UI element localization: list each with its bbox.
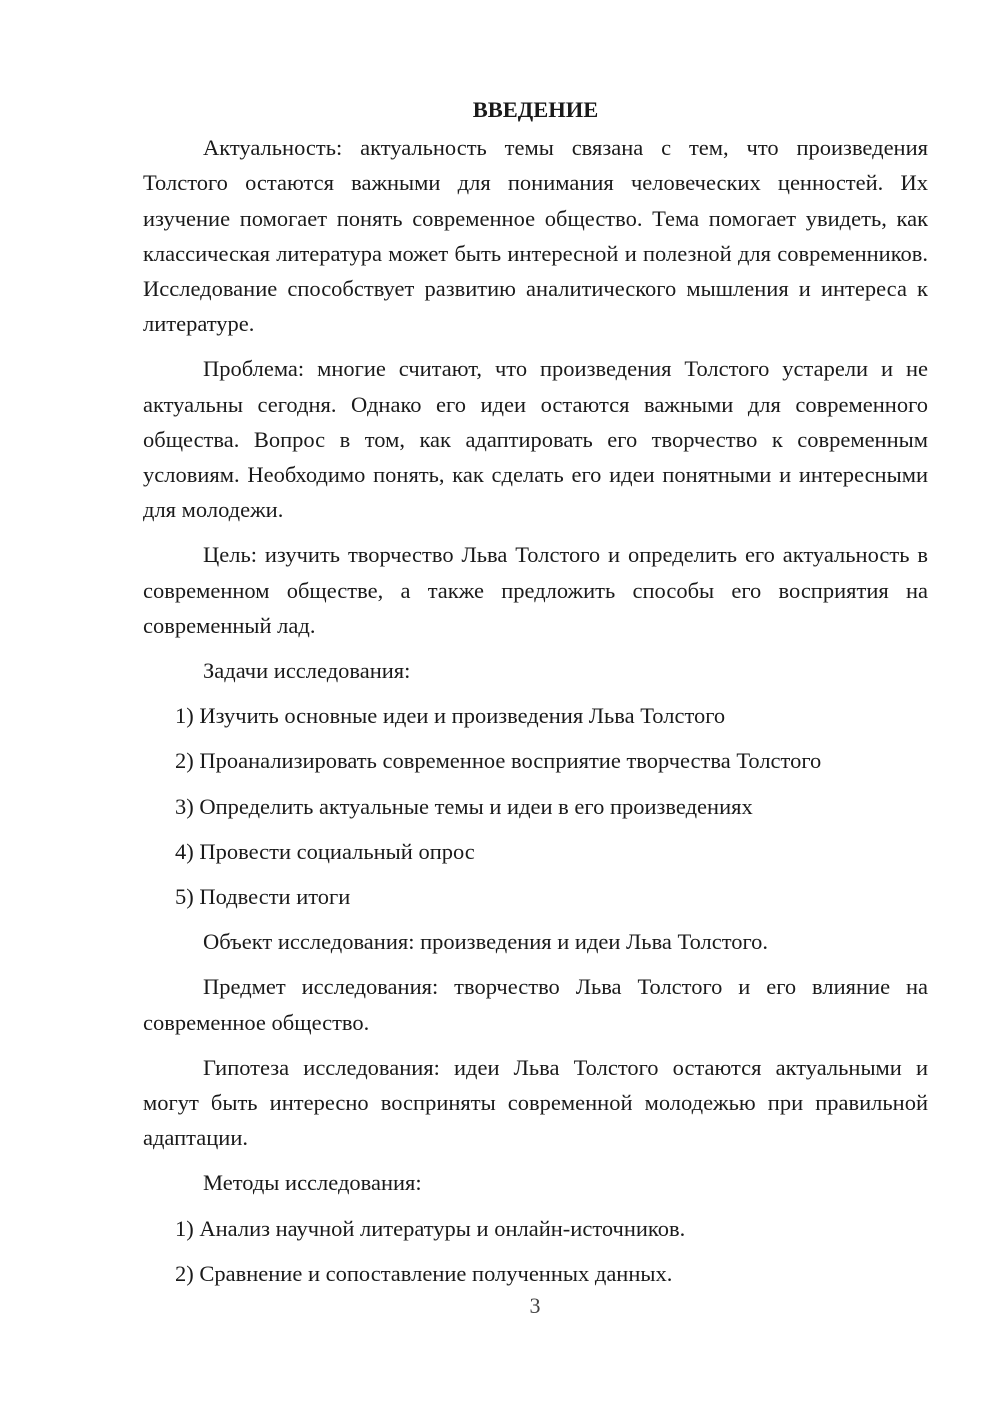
list-item: 4) Провести социальный опрос (175, 838, 475, 864)
list-item: 1) Анализ научной литературы и онлайн-источников. (175, 1215, 686, 1241)
page-number: 3 (529, 1293, 541, 1318)
list-item: 2) Проанализировать современное восприятие творчества Толстого (175, 748, 822, 774)
page-title: ВВЕДЕНИЕ (472, 97, 599, 122)
methods-heading: Методы исследования: (203, 1170, 422, 1196)
tasks-heading: Задачи исследования: (203, 658, 411, 684)
hypothesis-paragraph: Гипотеза исследования: идеи Льва Толстого остаются актуальными и могут быть интересно восприняты современной молодежью при правильной адаптации. (143, 1054, 928, 1151)
list-item: 1) Изучить основные идеи и произведения Льва Толстого (175, 703, 726, 729)
list-item: 5) Подвести итоги (175, 884, 351, 910)
tasks-list (143, 698, 928, 914)
subject-paragraph: Предмет исследования: творчество Льва Толстого и его влияние на современное общество. (143, 974, 928, 1035)
document-page (143, 92, 928, 1301)
relevance-paragraph: Актуальность: актуальность темы связана с тем, что произведения Толстого остаются важными для понимания человеческих ценностей. Их изучение помогает понять современное общество. Тема помогает увидеть, как классическая литература может быть интересной и полезной для современников. Исследование способствует развитию аналитического мышления и интереса к литературе. (143, 135, 928, 337)
methods-list (143, 1211, 928, 1291)
problem-paragraph: Проблема: многие считают, что произведения Толстого устарели и не актуальны сегодня. Однако его идеи остаются важными для современного общества. Вопрос в том, как адаптировать его творчество к современным условиям. Необходимо понять, как сделать его идеи понятными и интересными для молодежи. (143, 356, 928, 523)
list-item: 2) Сравнение и сопоставление полученных данных. (175, 1260, 673, 1286)
list-item: 3) Определить актуальные темы и идеи в его произведениях (175, 793, 753, 819)
object-paragraph: Объект исследования: произведения и идеи Льва Толстого. (203, 929, 769, 955)
goal-paragraph: Цель: изучить творчество Льва Толстого и определить его актуальность в современном обществе, а также предложить способы его восприятия на современный лад. (143, 542, 928, 638)
